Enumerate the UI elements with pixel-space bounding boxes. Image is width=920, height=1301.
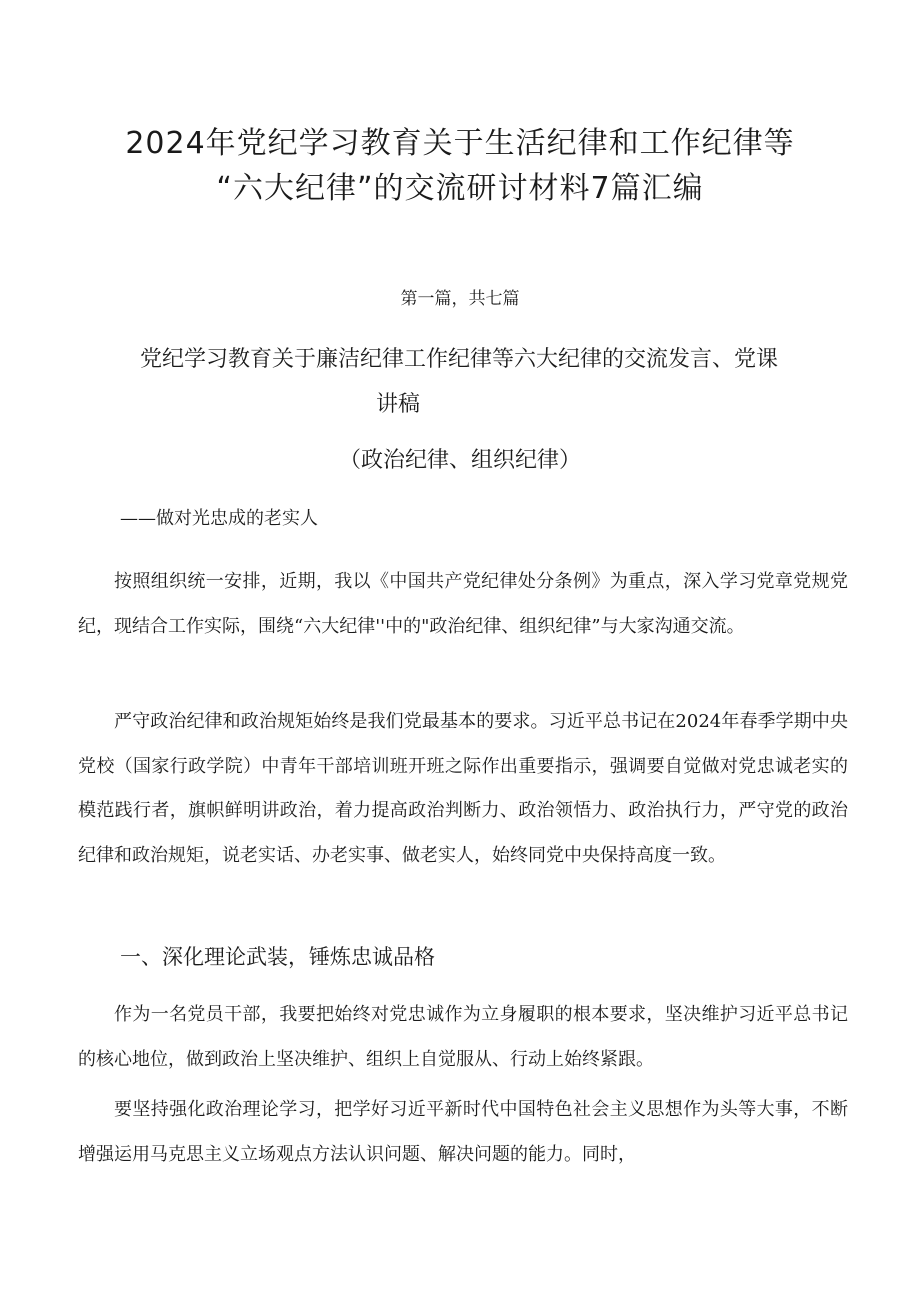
subtitle-line-2: 讲稿 <box>376 392 421 417</box>
section-heading: 一、深化理论武装，锤炼忠诚品格 <box>120 945 435 969</box>
subtitle-parenthetical: （政治纪律、组织纪律） <box>338 448 581 473</box>
paragraph: 按照组织统一安排，近期，我以《中国共产党纪律处分条例》为重点，深入学习党章党规党纪，现结合工作实际，围绕“六大纪律''中的"政治纪律、组织纪律”与大家沟通交流。 <box>78 571 848 637</box>
byline: ——做对光忠成的老实人 <box>120 508 318 529</box>
paragraph: 作为一名党员干部，我要把始终对党忠诚作为立身履职的根本要求，坚决维护习近平总书记的核心地位，做到政治上坚决维护、组织上自觉服从、行动上始终紧跟。 <box>78 1004 848 1070</box>
document-title-line-2: “六大纪律”的交流研讨材料7篇汇编 <box>216 171 704 206</box>
document-title-line-1: 2024年党纪学习教育关于生活纪律和工作纪律等 <box>125 126 795 161</box>
subtitle-line-1: 党纪学习教育关于廉洁纪律工作纪律等六大纪律的交流发言、党课 <box>140 347 779 372</box>
paragraph: 严守政治纪律和政治规矩始终是我们党最基本的要求。习近平总书记在2024年春季学期中央党校（国家行政学院）中青年干部培训班开班之际作出重要指示，强调要自觉做对党忠诚老实的模范践行者，旗帜鲜明讲政治，着力提高政治判断力、政治领悟力、政治执行力，严守党的政治纪律和政治规矩，说老实话、办老实事、做老实人，始终同党中央保持高度一致。 <box>78 711 848 866</box>
section-marker: 第一篇，共七篇 <box>400 289 520 309</box>
paragraph: 要坚持强化政治理论学习，把学好习近平新时代中国特色社会主义思想作为头等大事，不断增强运用马克思主义立场观点方法认识问题、解决问题的能力。同时， <box>78 1099 848 1165</box>
